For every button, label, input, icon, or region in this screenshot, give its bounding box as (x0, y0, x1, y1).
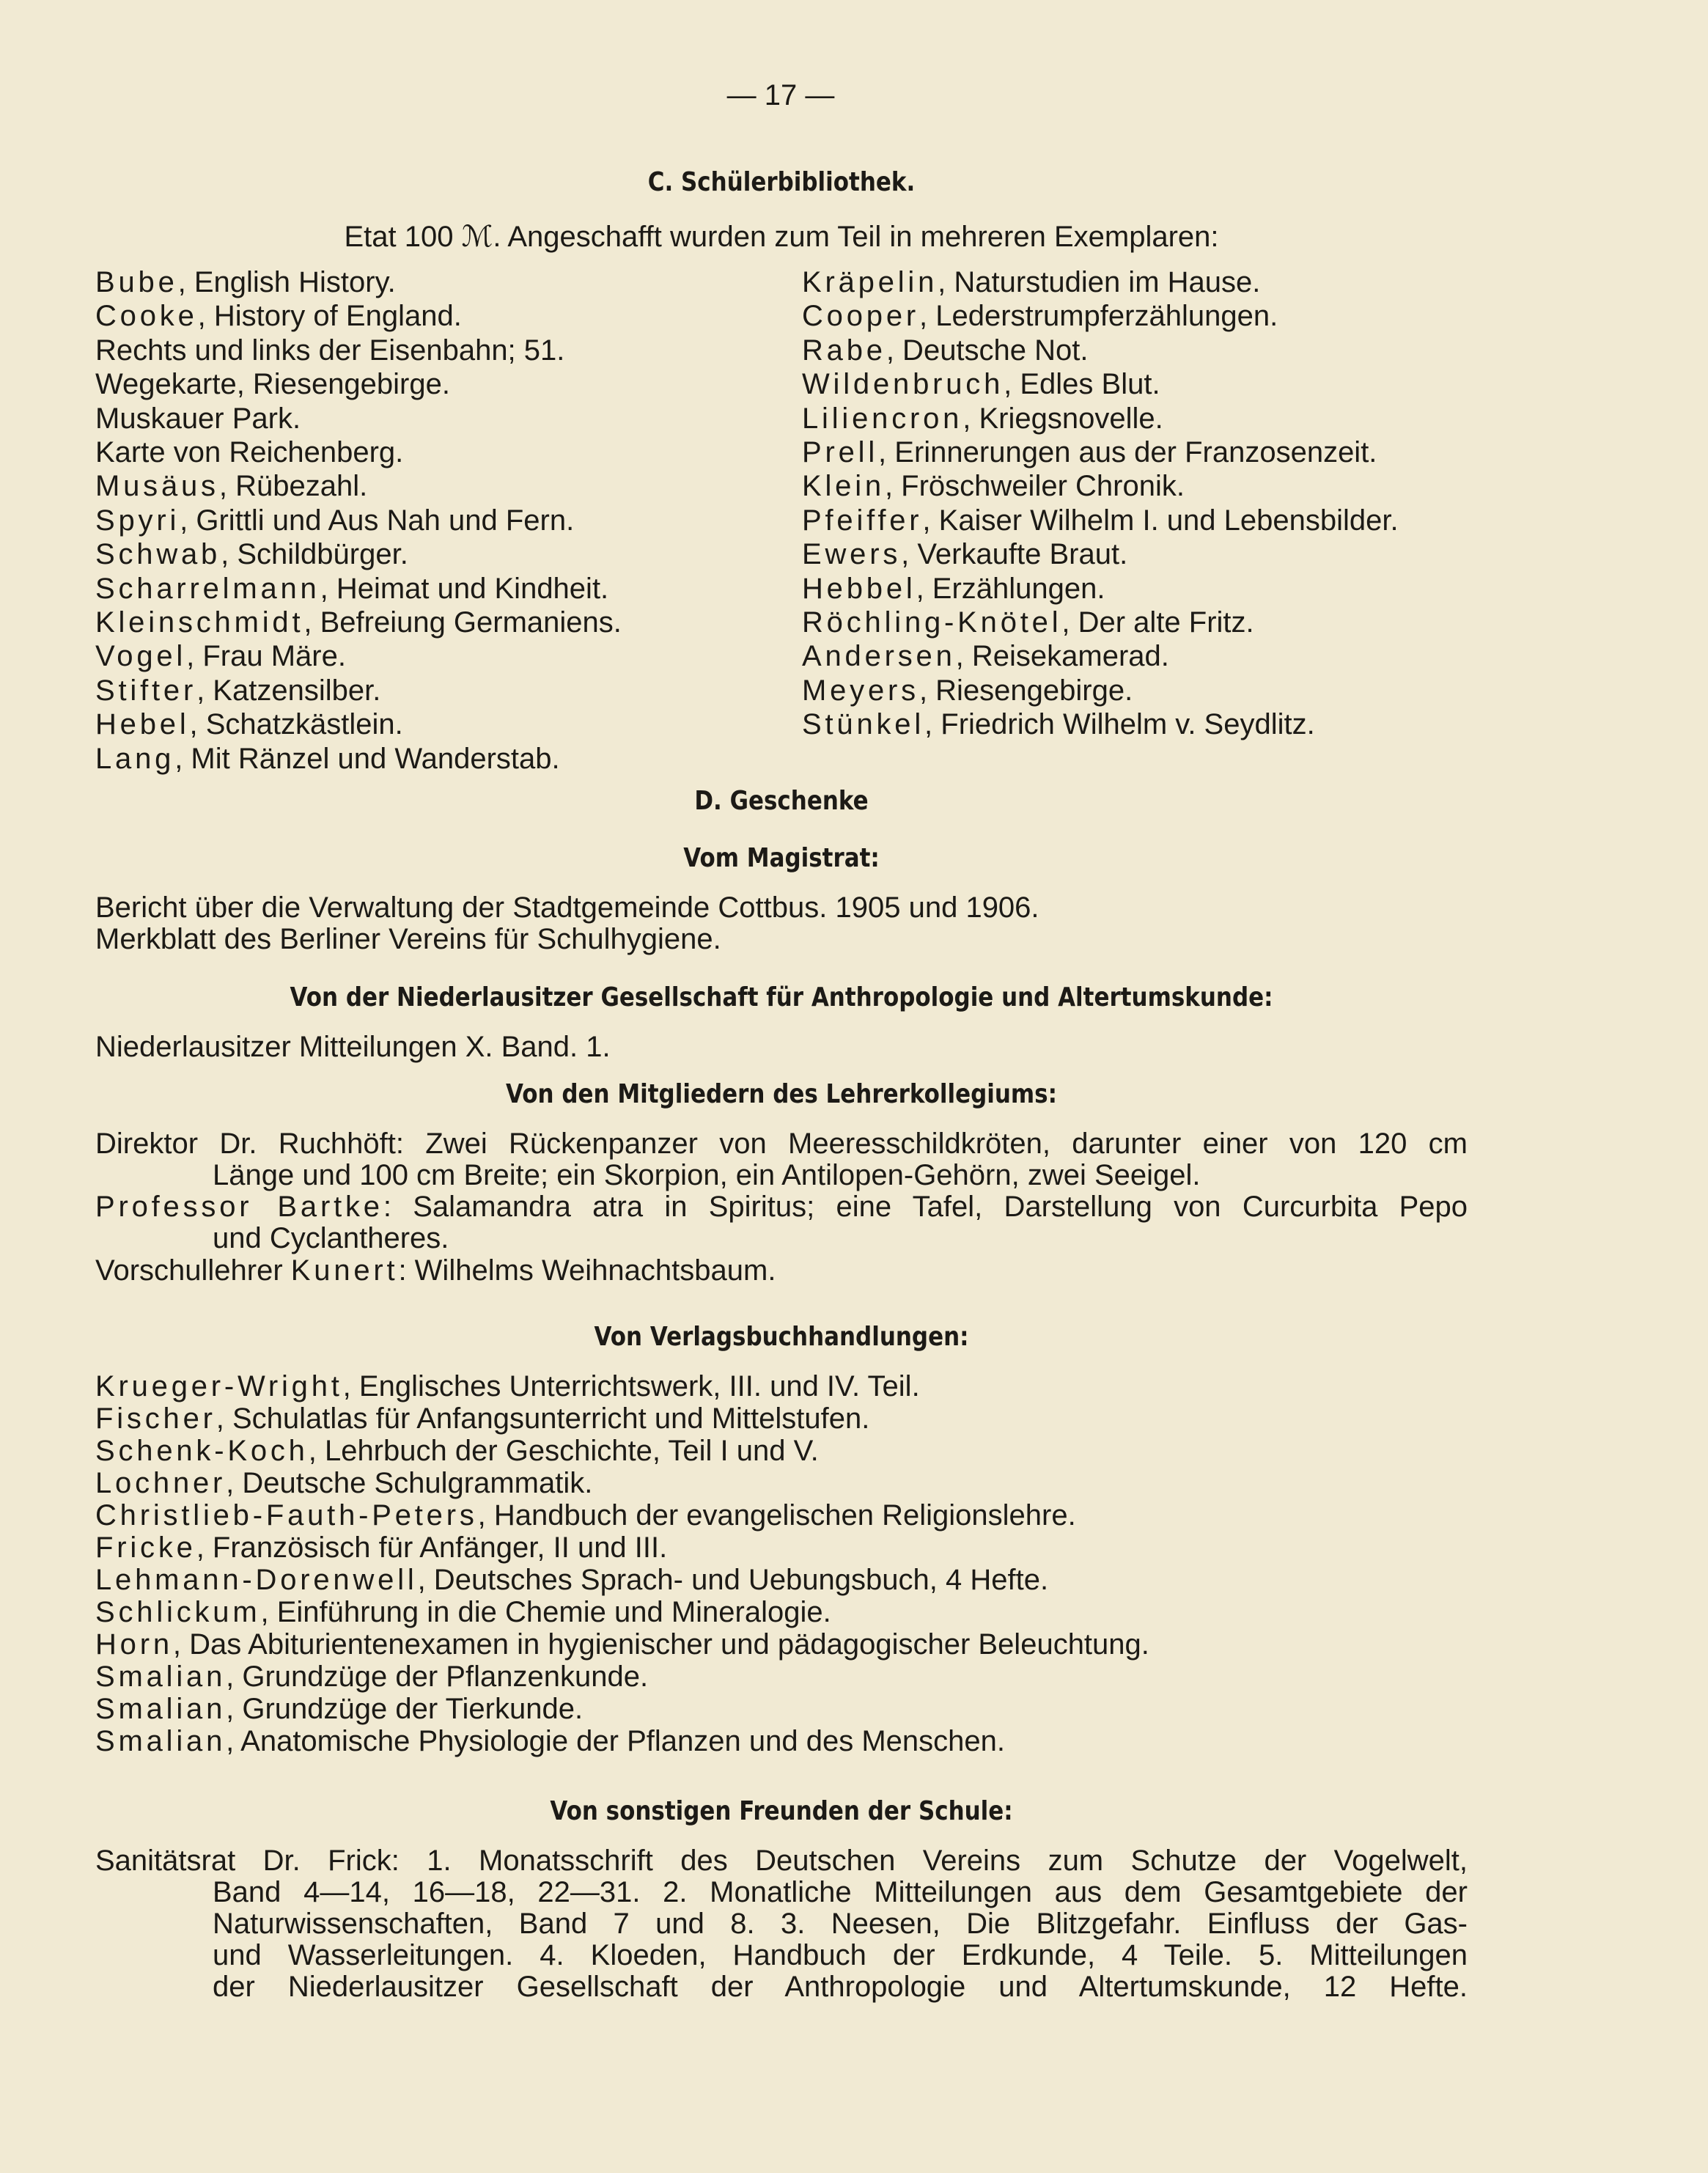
book-entry: Hebbel, Erzählungen. (802, 572, 1105, 605)
book-entry: Wegekarte, Riesengebirge. (95, 368, 450, 401)
author-name: Vogel (95, 640, 187, 673)
book-entry: Klein, Fröschweiler Chronik. (802, 470, 1185, 503)
book-entry: Liliencron, Kriegsnovelle. (802, 402, 1163, 435)
section-c-heading: C. Schülerbibliothek. (647, 167, 916, 197)
book-entry: Musäus, Rübezahl. (95, 470, 368, 503)
freunde-heading: Von sonstigen Freunden der Schule: (550, 1796, 1013, 1826)
lehrer-entry: Vorschullehrer Kunert: Wilhelms Weihnachtsbaum. (95, 1254, 776, 1287)
lehrer-entry-cont: Länge und 100 cm Breite; ein Skorpion, ein Antilopen-Gehörn, zwei Seeigel. (213, 1159, 1201, 1191)
book-entry: Horn, Das Abiturientenexamen in hygienischer und pädagogischer Beleuchtung. (95, 1628, 1149, 1661)
author-name: Klein (802, 470, 885, 503)
lehrerkollegium-heading: Von den Mitgliedern des Lehrerkollegiums: (506, 1079, 1057, 1109)
book-entry: Hebel, Schatzkästlein. (95, 708, 403, 741)
freunde-line: Naturwissenschaften, Band 7 und 8. 3. Neesen, Die Blitzgefahr. Einfluss der Gas- (213, 1908, 1468, 1940)
author-name: Prell (802, 436, 879, 468)
freunde-line: der Niederlausitzer Gesellschaft der Anthropologie und Altertumskunde, 12 Hefte. (213, 1971, 1468, 2003)
author-name: Spyri (95, 504, 180, 537)
book-entry: Smalian, Anatomische Physiologie der Pflanzen und des Menschen. (95, 1725, 1005, 1757)
book-entry: Krueger-Wright, Englisches Unterrichtswerk, III. und IV. Teil. (95, 1370, 920, 1402)
book-entry: Stifter, Katzensilber. (95, 674, 381, 707)
book-entry: Vogel, Frau Märe. (95, 640, 346, 673)
author-name: Meyers (802, 674, 919, 707)
etat-line: Etat 100 ℳ. Angeschafft wurden zum Teil in mehreren Exemplaren: (344, 221, 1219, 253)
author-name: Smalian (95, 1693, 227, 1725)
book-entry: Andersen, Reisekamerad. (802, 640, 1169, 673)
author-name: Lang (95, 742, 175, 775)
author-name: Lehmann-Dorenwell (95, 1564, 418, 1596)
author-name: Pfeiffer (802, 504, 923, 537)
book-entry: Christlieb-Fauth-Peters, Handbuch der evangelischen Religionslehre. (95, 1499, 1076, 1532)
freunde-line: Band 4—14, 16—18, 22—31. 2. Monatliche Mitteilungen aus dem Gesamtgebiete der (213, 1876, 1468, 1908)
author-name: Kräpelin (802, 266, 938, 298)
author-name: Cooper (802, 300, 919, 333)
book-entry: Muskauer Park. (95, 402, 301, 435)
author-name: Christlieb-Fauth-Peters (95, 1499, 478, 1532)
author-name: Schenk-Koch (95, 1435, 309, 1467)
book-entry: Fricke, Französisch für Anfänger, II und III. (95, 1532, 668, 1564)
author-name: Hebel (95, 708, 190, 741)
book-entry: Smalian, Grundzüge der Pflanzenkunde. (95, 1661, 649, 1693)
lehrer-entry: Direktor Dr. Ruchhöft: Zwei Rückenpanzer von Meeresschildkröten, darunter einer von 120 cm (95, 1128, 1468, 1160)
book-entry: Stünkel, Friedrich Wilhelm v. Seydlitz. (802, 708, 1315, 741)
book-entry: Prell, Erinnerungen aus der Franzosenzeit. (802, 436, 1377, 468)
author-name: Scharrelmann (95, 572, 320, 605)
author-name: Krueger-Wright (95, 1370, 343, 1402)
book-entry: Pfeiffer, Kaiser Wilhelm I. und Lebensbilder. (802, 504, 1399, 537)
book-entry: Schenk-Koch, Lehrbuch der Geschichte, Teil I und V. (95, 1435, 819, 1467)
magistrat-heading: Vom Magistrat: (683, 843, 880, 873)
section-d-heading: D. Geschenke (694, 786, 869, 816)
author-name: Röchling-Knötel (802, 606, 1062, 639)
page-number: — 17 — (726, 79, 835, 111)
book-entry: Lehmann-Dorenwell, Deutsches Sprach- und Uebungsbuch, 4 Hefte. (95, 1564, 1049, 1596)
book-entry: Bube, English History. (95, 266, 396, 298)
book-entry: Rechts und links der Eisenbahn; 51. (95, 334, 565, 367)
author-name: Stünkel (802, 708, 925, 741)
book-entry: Rabe, Deutsche Not. (802, 334, 1089, 367)
lehrer-entry: Professor Bartke: Salamandra atra in Spiritus; eine Tafel, Darstellung von Curcurbita Pepo (95, 1191, 1468, 1223)
author-name: Hebbel (802, 572, 916, 605)
book-entry: Schwab, Schildbürger. (95, 538, 408, 571)
verlag-heading: Von Verlagsbuchhandlungen: (594, 1322, 969, 1352)
author-name: Fischer (95, 1402, 216, 1435)
book-entry: Scharrelmann, Heimat und Kindheit. (95, 572, 609, 605)
book-entry: Lochner, Deutsche Schulgrammatik. (95, 1467, 593, 1499)
author-name: Liliencron (802, 402, 963, 435)
author-name: Stifter (95, 674, 197, 707)
author-name: Rabe (802, 334, 886, 367)
book-entry: Röchling-Knötel, Der alte Fritz. (802, 606, 1254, 639)
book-entry: Meyers, Riesengebirge. (802, 674, 1133, 707)
nl-gesellschaft-heading: Von der Niederlausitzer Gesellschaft für Anthropologie und Altertumskunde: (290, 982, 1273, 1012)
freunde-line: Sanitätsrat Dr. Frick: 1. Monatsschrift des Deutschen Vereins zum Schutze der Vogelwelt, (95, 1845, 1468, 1877)
author-name: Kleinschmidt (95, 606, 304, 639)
freunde-line: und Wasserleitungen. 4. Kloeden, Handbuch der Erdkunde, 4 Teile. 5. Mitteilungen (213, 1939, 1468, 1971)
nl-gesellschaft-line: Niederlausitzer Mitteilungen X. Band. 1. (95, 1031, 611, 1063)
book-entry: Cooper, Lederstrumpferzählungen. (802, 300, 1278, 333)
book-entry: Schlickum, Einführung in die Chemie und Mineralogie. (95, 1596, 831, 1628)
book-entry: Kräpelin, Naturstudien im Hause. (802, 266, 1261, 298)
book-entry: Kleinschmidt, Befreiung Germaniens. (95, 606, 622, 639)
lehrer-entry-cont: und Cyclantheres. (213, 1222, 449, 1254)
magistrat-line: Merkblatt des Berliner Vereins für Schulhygiene. (95, 923, 721, 955)
author-name: Bube (95, 266, 178, 298)
author-name: Lochner (95, 1467, 227, 1499)
author-name: Schwab (95, 538, 221, 571)
author-name: Horn (95, 1628, 173, 1661)
author-name: Kunert (290, 1254, 399, 1287)
book-entry: Ewers, Verkaufte Braut. (802, 538, 1128, 571)
book-entry: Karte von Reichenberg. (95, 436, 404, 468)
author-name: Cooke (95, 300, 198, 333)
author-name: Professor Bartke (95, 1191, 383, 1223)
book-entry: Fischer, Schulatlas für Anfangsunterricht und Mittelstufen. (95, 1402, 870, 1435)
author-name: Wildenbruch (802, 368, 1004, 401)
author-name: Andersen (802, 640, 956, 673)
book-entry: Cooke, History of England. (95, 300, 462, 333)
author-name: Smalian (95, 1725, 227, 1757)
author-name: Musäus (95, 470, 219, 503)
magistrat-line: Bericht über die Verwaltung der Stadtgemeinde Cottbus. 1905 und 1906. (95, 891, 1039, 924)
book-entry: Lang, Mit Ränzel und Wanderstab. (95, 742, 560, 775)
book-entry: Spyri, Grittli und Aus Nah und Fern. (95, 504, 575, 537)
author-name: Fricke (95, 1532, 196, 1564)
author-name: Schlickum (95, 1596, 261, 1628)
author-name: Ewers (802, 538, 902, 571)
book-entry: Wildenbruch, Edles Blut. (802, 368, 1160, 401)
author-name: Smalian (95, 1661, 227, 1693)
book-entry: Smalian, Grundzüge der Tierkunde. (95, 1693, 584, 1725)
